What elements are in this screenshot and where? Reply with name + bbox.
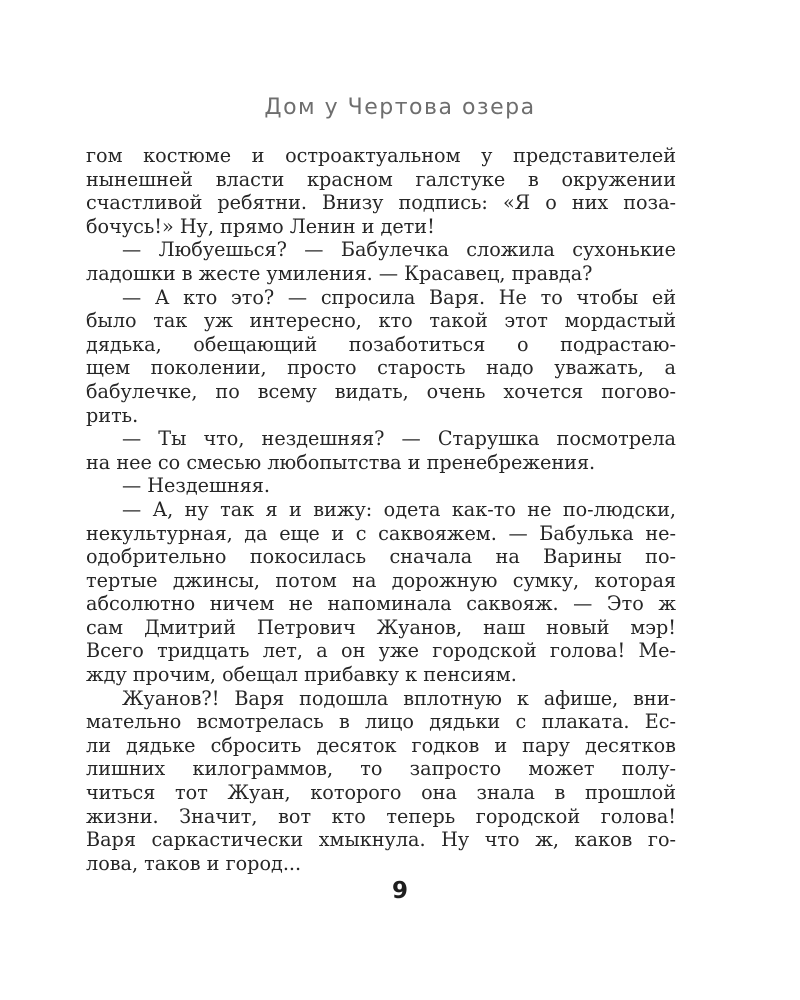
text-line: жду прочим, обещал прибавку к пенсиям. [86, 663, 517, 687]
page-number: 9 [391, 878, 408, 904]
text-line: одобрительно покосилась сначала на Варины по- [86, 545, 676, 569]
text-line: некультурная, да еще и с саквояжем. — Бабулька не- [86, 521, 676, 545]
text-line: сам Дмитрий Петрович Жуанов, наш новый мэр! [86, 615, 676, 639]
text-line: бабулечке, по всему видать, очень хочется погово- [86, 379, 676, 403]
text-line: дядька, обещающий позаботиться о подрастаю- [86, 332, 676, 356]
text-line: мательно всмотрелась в лицо дядьки с плаката. Ес- [86, 710, 676, 734]
text-line: — Нездешняя. [122, 474, 270, 498]
running-head: Дом у Чертова озера [264, 95, 536, 120]
body-text [86, 144, 676, 875]
text-line: было так уж интересно, кто такой этот мордастый [86, 309, 676, 333]
text-line: щем поколении, просто старость надо уважать, а [86, 356, 676, 380]
text-line: — Любуешься? — Бабулечка сложила сухонькие [122, 238, 676, 262]
text-line: лова, таков и город... [86, 851, 302, 875]
text-line: Варя саркастически хмыкнула. Ну что ж, каков го- [86, 828, 676, 852]
text-line: — Ты что, нездешняя? — Старушка посмотрела [122, 427, 676, 451]
text-line: на нее со смесью любопытства и пренебрежения. [86, 450, 596, 474]
text-line: счастливой ребятни. Внизу подпись: «Я о них поза- [86, 191, 676, 215]
text-line: тертые джинсы, потом на дорожную сумку, которая [86, 568, 676, 592]
text-line: — А, ну так я и вижу: одета как-то не по-людски, [122, 497, 676, 521]
text-line: ладошки в жесте умиления. — Красавец, правда? [86, 261, 593, 285]
text-line: бочусь!» Ну, прямо Ленин и дети! [86, 214, 435, 238]
text-line: читься тот Жуан, которого она знала в прошлой [86, 781, 676, 805]
text-line: рить. [86, 403, 139, 427]
text-line: ли дядьке сбросить десяток годков и пару десятков [86, 733, 676, 757]
text-line: абсолютно ничем не напоминала саквояж. — Это ж [86, 592, 676, 616]
text-line: Жуанов?! Варя подошла вплотную к афише, вни- [122, 686, 676, 710]
text-line: Всего тридцать лет, а он уже городской голова! Ме- [86, 639, 676, 663]
text-line: нынешней власти красном галстуке в окружении [86, 167, 676, 191]
text-line: лишних килограммов, то запросто может полу- [86, 757, 676, 781]
text-line: жизни. Значит, вот кто теперь городской голова! [86, 804, 676, 828]
text-line: — А кто это? — спросила Варя. Не то чтобы ей [122, 285, 676, 309]
text-line: гом костюме и остроактуальном у представителей [86, 144, 676, 167]
